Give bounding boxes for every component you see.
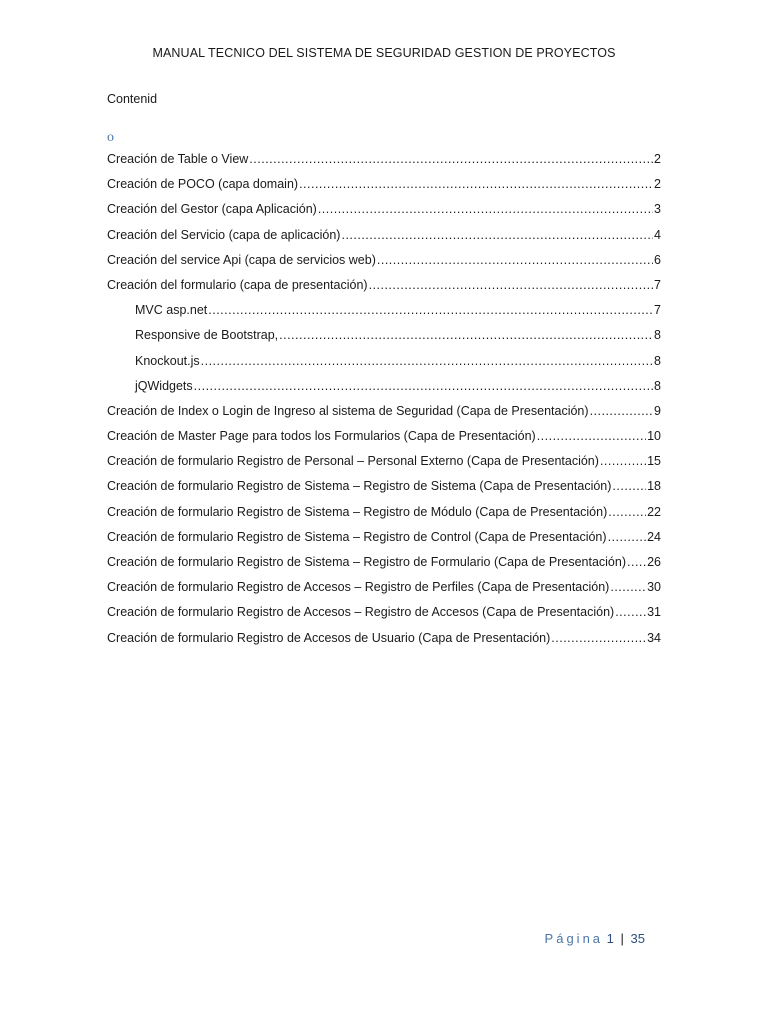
toc-entry-title: Creación de Table o View: [107, 152, 249, 166]
toc-entry-page: 18: [647, 479, 661, 494]
toc-entry-title: MVC asp.net: [135, 303, 208, 318]
page-header: MANUAL TECNICO DEL SISTEMA DE SEGURIDAD GESTION DE PROYECTOS: [152, 46, 616, 60]
toc-entry-title: Creación del formulario (capa de presentación): [107, 277, 368, 292]
toc-entry-title: Creación de Index o Login de Ingreso al sistema de Seguridad (Capa de Presentación): [107, 403, 589, 418]
page-footer: [545, 931, 645, 946]
toc-leader-dots: [608, 530, 647, 544]
toc-entry-title: Creación del Gestor (capa Aplicación): [107, 202, 317, 217]
toc-entry-page: 8: [654, 378, 661, 393]
toc-leader-dots: [369, 278, 653, 292]
toc-heading-tail: o: [107, 130, 114, 145]
toc-entry[interactable]: [107, 505, 661, 530]
toc-entry-page: 8: [654, 353, 661, 368]
toc-entry-page: 31: [647, 605, 661, 620]
toc-entry-page: 15: [647, 454, 661, 469]
toc-entry-title: Creación de formulario Registro de Accesos de Usuario (Capa de Presentación): [107, 630, 551, 645]
table-of-contents: [107, 152, 661, 656]
toc-leader-dots: [201, 354, 653, 368]
toc-entry[interactable]: [107, 454, 661, 479]
toc-leader-dots: [299, 177, 653, 191]
toc-leader-dots: [608, 505, 646, 519]
toc-entry-page: 2: [654, 177, 661, 192]
toc-leader-dots: [612, 479, 646, 493]
toc-entry-title: Creación de formulario Registro de Sistema – Registro de Sistema (Capa de Presentación): [107, 479, 612, 494]
page-number: 1: [606, 931, 614, 946]
toc-entry[interactable]: [107, 479, 661, 504]
toc-entry[interactable]: [107, 328, 661, 353]
toc-entry-page: 26: [647, 555, 661, 569]
toc-entry[interactable]: [107, 278, 661, 303]
toc-entry-title: Knockout.js: [135, 353, 200, 368]
toc-entry-page: 30: [647, 580, 661, 595]
toc-entry[interactable]: [107, 152, 661, 177]
toc-entry[interactable]: [107, 429, 661, 454]
toc-leader-dots: [194, 379, 653, 393]
toc-entry[interactable]: [107, 253, 661, 278]
toc-leader-dots: [590, 404, 653, 418]
toc-entry-title: Responsive de Bootstrap,: [135, 328, 279, 343]
toc-entry-page: 4: [654, 227, 661, 242]
toc-entry-page: 7: [654, 303, 661, 318]
toc-entry-title: Creación de formulario Registro de Accesos – Registro de Perfiles (Capa de Presentación): [107, 580, 610, 595]
toc-entry-title: Creación de formulario Registro de Personal – Personal Externo (Capa de Presentación): [107, 454, 599, 469]
toc-entry[interactable]: [107, 354, 661, 379]
toc-entry-page: 3: [654, 202, 661, 217]
toc-entry-page: 22: [647, 504, 661, 519]
toc-entry[interactable]: [107, 555, 661, 580]
toc-leader-dots: [551, 631, 646, 645]
toc-entry-page: 6: [654, 252, 661, 267]
toc-entry-page: 34: [647, 630, 661, 645]
toc-entry-title: Creación de formulario Registro de Sistema – Registro de Formulario (Capa de Presentación): [107, 555, 626, 569]
toc-entry-page: 24: [647, 529, 661, 544]
toc-entry[interactable]: [107, 631, 661, 656]
page-separator: |: [620, 931, 624, 946]
toc-leader-dots: [627, 555, 646, 569]
toc-leader-dots: [377, 253, 653, 267]
toc-entry[interactable]: [107, 580, 661, 605]
toc-entry[interactable]: [107, 177, 661, 202]
total-pages: 35: [630, 931, 645, 946]
toc-entry[interactable]: [107, 605, 661, 630]
toc-leader-dots: [537, 429, 646, 443]
toc-entry-page: 8: [654, 328, 661, 343]
toc-entry-title: Creación de formulario Registro de Sistema – Registro de Control (Capa de Presentación): [107, 529, 607, 544]
toc-entry-title: Creación de formulario Registro de Accesos – Registro de Accesos (Capa de Presentación): [107, 605, 615, 620]
toc-entry-page: 10: [647, 429, 661, 444]
toc-entry[interactable]: [107, 404, 661, 429]
toc-entry-page: 7: [654, 277, 661, 292]
page-word: Página: [544, 931, 604, 946]
toc-entry[interactable]: [107, 202, 661, 227]
toc-entry[interactable]: [107, 303, 661, 328]
toc-entry[interactable]: [107, 379, 661, 404]
toc-entry-title: jQWidgets: [135, 378, 193, 393]
toc-entry[interactable]: [107, 228, 661, 253]
toc-entry-page: 2: [654, 152, 661, 166]
toc-leader-dots: [318, 202, 653, 216]
toc-leader-dots: [610, 580, 646, 594]
toc-entry-title: Creación del Servicio (capa de aplicación): [107, 227, 341, 242]
toc-entry-title: Creación de Master Page para todos los Formularios (Capa de Presentación): [107, 429, 536, 444]
toc-entry[interactable]: [107, 530, 661, 555]
toc-leader-dots: [249, 152, 653, 166]
toc-entry-title: Creación del service Api (capa de servicios web): [107, 252, 376, 267]
toc-leader-dots: [600, 454, 646, 468]
toc-leader-dots: [341, 228, 653, 242]
toc-heading: Contenid: [107, 92, 158, 106]
toc-leader-dots: [615, 605, 646, 619]
toc-leader-dots: [208, 303, 653, 317]
toc-entry-title: Creación de POCO (capa domain): [107, 177, 299, 192]
toc-entry-title: Creación de formulario Registro de Sistema – Registro de Módulo (Capa de Presentación): [107, 504, 608, 519]
toc-entry-page: 9: [654, 403, 661, 418]
toc-leader-dots: [279, 328, 653, 342]
